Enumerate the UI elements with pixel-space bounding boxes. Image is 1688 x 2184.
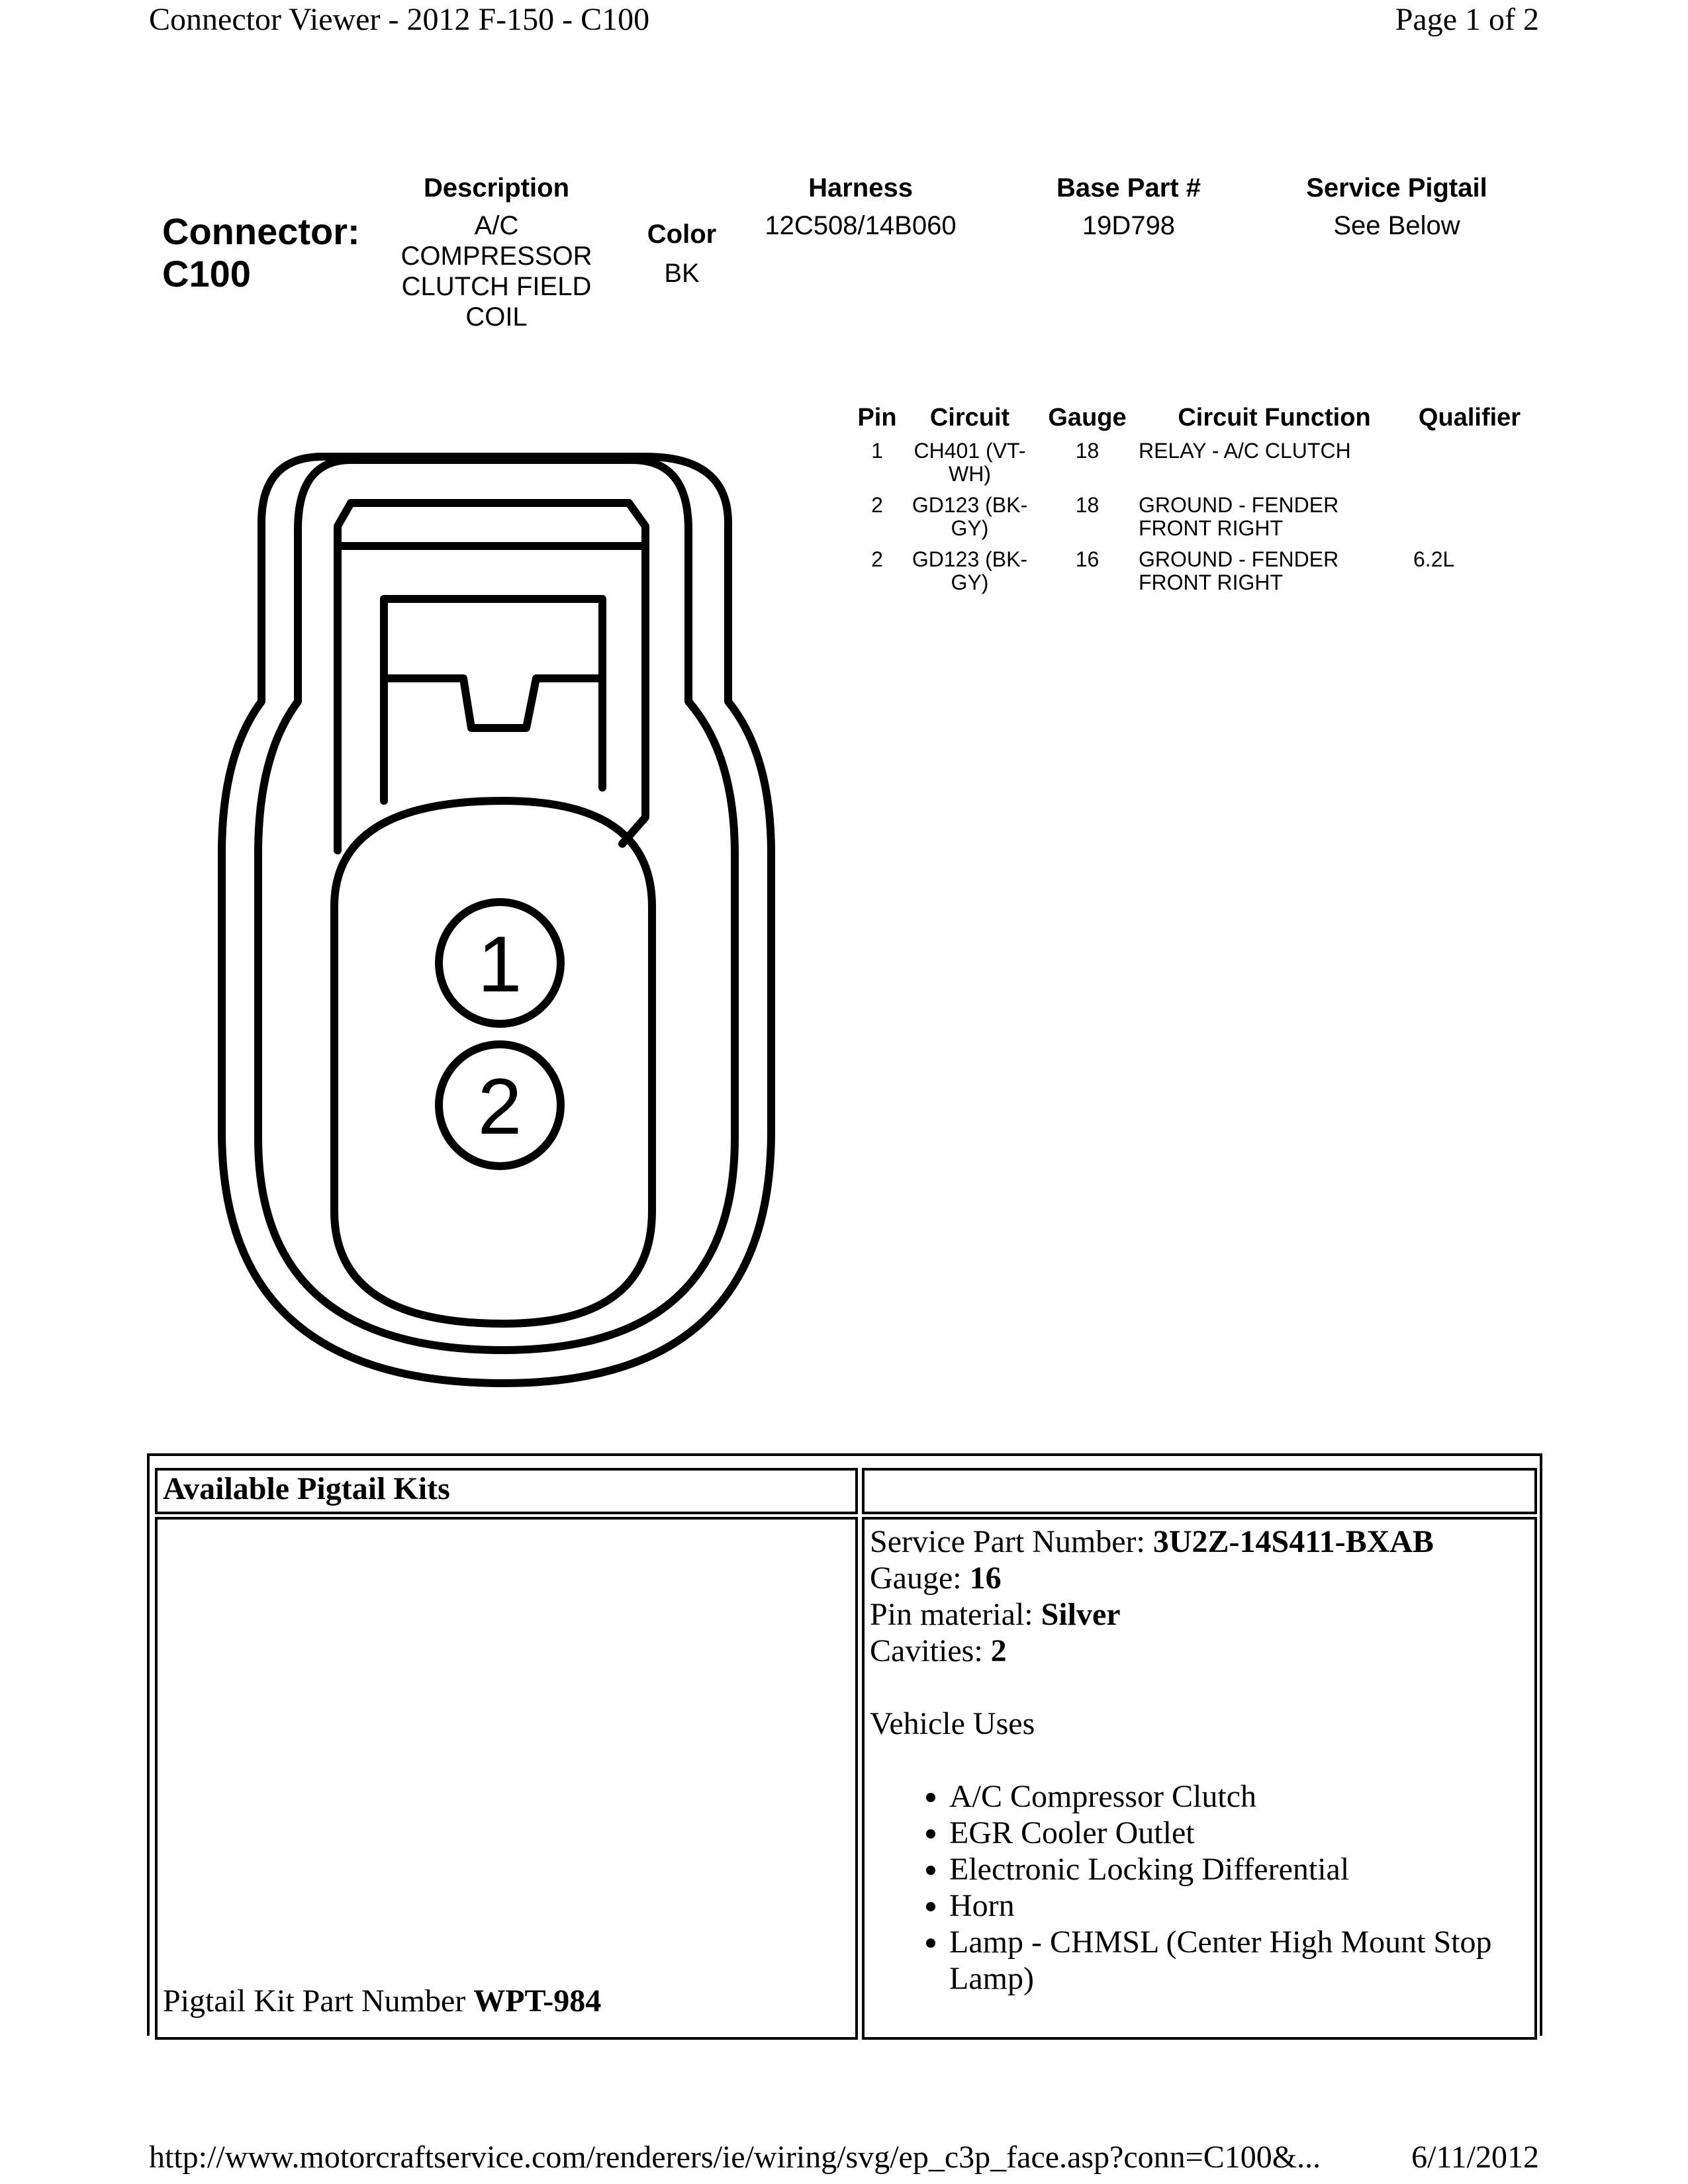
- service-pigtail-header: Service Pigtail: [1306, 173, 1487, 203]
- function-line: RELAY - A/C CLUTCH: [1139, 439, 1351, 463]
- gauge-cell: 16: [1075, 547, 1100, 571]
- pigtail-kit-value: WPT-984: [473, 1983, 602, 2019]
- pin-cell: 2: [871, 547, 883, 571]
- pin-table-row: [844, 548, 1546, 601]
- gauge-col-header: Gauge: [1048, 404, 1127, 432]
- pigtail-kit-cell: [155, 1517, 858, 2040]
- footer-url[interactable]: http://www.motorcraftservice.com/renderers/ie/wiring/svg/ep_c3p_face.asp?conn=C100&...: [149, 2140, 1321, 2175]
- pin-cell: 1: [871, 439, 883, 463]
- circuit-line: WH): [949, 462, 991, 486]
- pin-table-row: [844, 439, 1546, 492]
- circuit-line: GD123 (BK-: [912, 493, 1028, 517]
- circuit-line: GY): [951, 570, 989, 594]
- qualifier-cell: 6.2L: [1413, 547, 1455, 571]
- base-part-header: Base Part #: [1056, 173, 1201, 203]
- circuit-col-header: Circuit: [929, 404, 1010, 432]
- function-cell: [1139, 439, 1390, 463]
- description-value: [384, 210, 609, 332]
- service-part-value: 3U2Z-14S411-BXAB: [1152, 1524, 1434, 1559]
- latch-tab-outline: [384, 599, 602, 801]
- harness-header: Harness: [808, 173, 913, 203]
- pigtail-caption: Available Pigtail Kits: [163, 1471, 450, 1506]
- pin-table-row: [844, 494, 1546, 547]
- circuit-line: CH401 (VT-: [914, 439, 1026, 463]
- function-col-header: Circuit Function: [1178, 404, 1371, 432]
- vehicle-uses-heading: Vehicle Uses: [870, 1706, 1035, 1741]
- list-item: • A/C Compressor Clutch: [949, 1778, 1534, 1815]
- cavities-label: Cavities:: [870, 1633, 991, 1668]
- base-part-value: 19D798: [1082, 211, 1176, 240]
- page-indicator: Page 1 of 2: [1395, 2, 1539, 37]
- connector-label: [162, 210, 360, 295]
- function-line: GROUND - FENDER: [1139, 547, 1339, 571]
- service-part-label: Service Part Number:: [870, 1524, 1153, 1559]
- harness-value: 12C508/14B060: [765, 211, 957, 240]
- gauge-label: Gauge:: [870, 1561, 970, 1596]
- pigtail-header-empty-cell: [862, 1468, 1537, 1514]
- vehicle-uses-list: [870, 1778, 1534, 1997]
- list-item: • Electronic Locking Differential: [949, 1851, 1534, 1888]
- list-item: • Horn: [949, 1888, 1534, 1924]
- pin-material-value: Silver: [1041, 1597, 1121, 1632]
- gauge-line: [870, 1560, 1534, 1596]
- function-line: FRONT RIGHT: [1139, 516, 1284, 540]
- circuit-line: GD123 (BK-: [912, 547, 1028, 571]
- service-part-line: [870, 1524, 1534, 1560]
- function-cell: [1139, 548, 1390, 594]
- table-top-border: [147, 1453, 1542, 1456]
- color-header: Color: [647, 220, 717, 249]
- circuit-cell: [907, 548, 1033, 594]
- pigtail-kit-number: [163, 1983, 601, 2019]
- description-line: COIL: [465, 302, 528, 332]
- connector-face-diagram: [199, 443, 794, 1396]
- pigtail-caption-cell: [155, 1468, 858, 1514]
- description-line: A/C: [474, 211, 519, 240]
- table-right-border: [1540, 1453, 1542, 2036]
- list-item: • EGR Cooler Outlet: [949, 1815, 1534, 1851]
- pin-2-label: 2: [477, 1062, 522, 1151]
- connector-label-line2: C100: [162, 253, 251, 295]
- circuit-line: GY): [951, 516, 989, 540]
- gauge-value: 16: [969, 1561, 1002, 1596]
- circuit-cell: [907, 439, 1033, 486]
- function-line: FRONT RIGHT: [1139, 570, 1284, 594]
- cavities-value: 2: [990, 1633, 1007, 1668]
- description-header: Description: [423, 173, 570, 203]
- cavities-line: [870, 1633, 1534, 1669]
- pigtail-kit-label: Pigtail Kit Part Number: [163, 1983, 474, 2019]
- function-line: GROUND - FENDER: [1139, 493, 1339, 517]
- qualifier-col-header: Qualifier: [1418, 404, 1521, 432]
- pin-material-line: [870, 1596, 1534, 1633]
- function-cell: [1139, 494, 1390, 540]
- service-pigtail-value: See Below: [1333, 211, 1460, 240]
- pin-col-header: Pin: [857, 404, 897, 432]
- footer-date: 6/11/2012: [1411, 2140, 1539, 2175]
- pigtail-details-cell: [862, 1517, 1537, 2040]
- description-line: CLUTCH FIELD: [401, 272, 592, 301]
- document-title: Connector Viewer - 2012 F-150 - C100: [149, 2, 650, 37]
- latch-notch-outline: [384, 678, 602, 728]
- pin-material-label: Pin material:: [870, 1597, 1041, 1632]
- circuit-cell: [907, 494, 1033, 540]
- color-value: BK: [664, 259, 700, 288]
- description-line: COMPRESSOR: [400, 242, 592, 271]
- table-left-border: [147, 1453, 150, 2036]
- gauge-cell: 18: [1075, 493, 1100, 517]
- connector-label-line1: Connector:: [162, 210, 360, 252]
- pin-cell: 2: [871, 493, 883, 517]
- gauge-cell: 18: [1075, 439, 1100, 463]
- list-item: • Lamp - CHMSL (Center High Mount Stop Lamp): [949, 1924, 1534, 1997]
- pin-1-label: 1: [477, 920, 522, 1009]
